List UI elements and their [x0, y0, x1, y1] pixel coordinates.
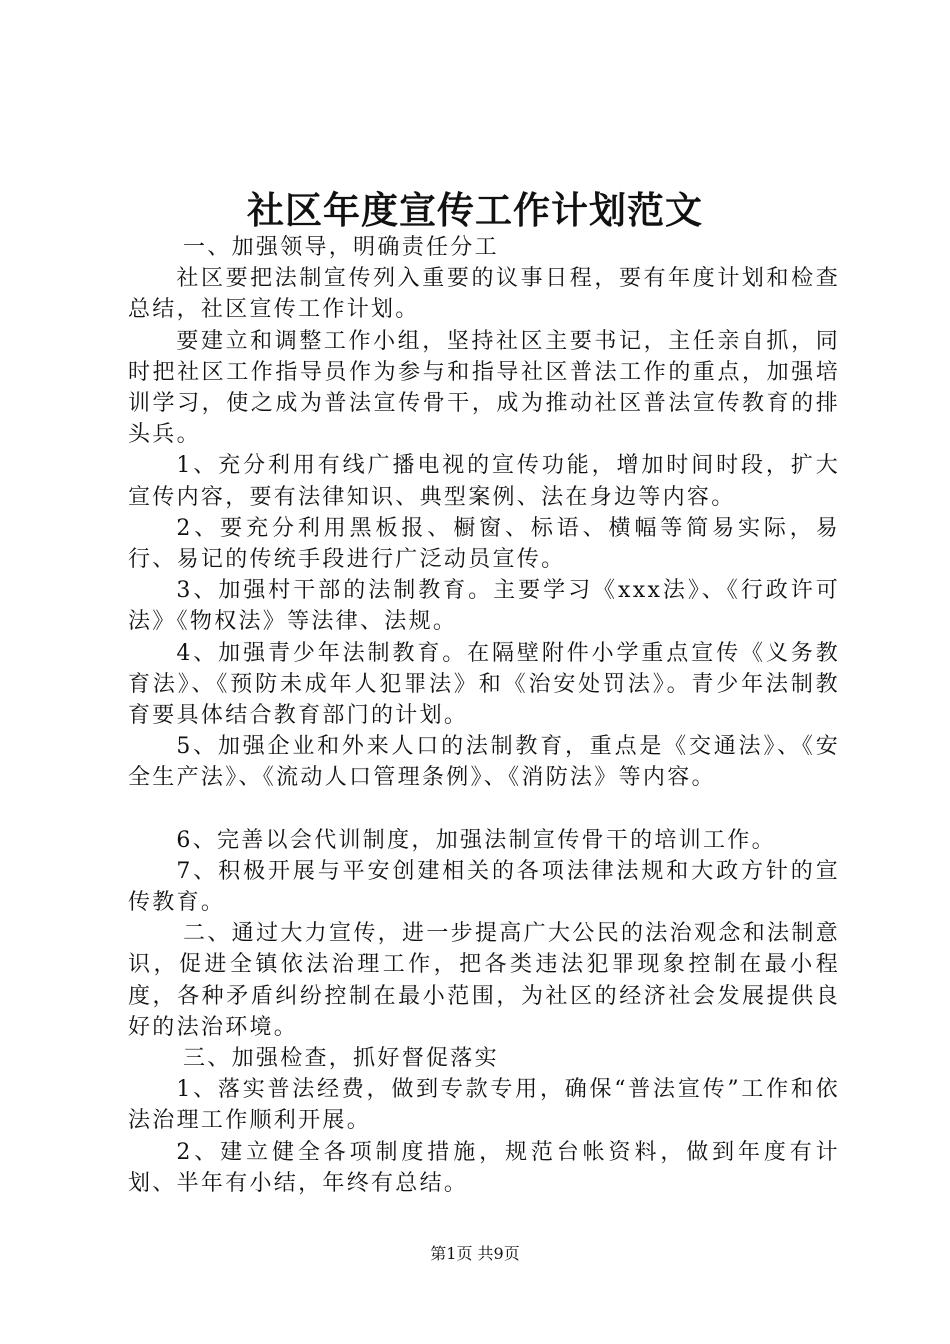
document-body	[128, 232, 840, 1199]
list-item: 6、完善以会代训制度，加强法制宣传骨干的培训工作。	[176, 827, 776, 853]
list-item: 7、积极开展与平安创建相关的各项法律法规和大政方针的宣传教育。	[128, 858, 840, 916]
list-item: 3、加强村干部的法制教育。主要学习《xxx法》、《行政许可法》《物权法》等法律、法规。	[128, 578, 840, 635]
section-heading-2: 二、通过大力宣传，进一步提高广大公民的法治观念和法制意识，促进全镇依法治理工作，把各类违法犯罪现象控制在最小程度，各种矛盾纠纷控制在最小范围，为社区的经济社会发展提供良好的法治环境。	[128, 921, 840, 1040]
page-footer: 第1页 共9页	[430, 1244, 520, 1263]
list-item: 1、落实普法经费，做到专款专用，确保“普法宣传”工作和依法治理工作顺利开展。	[128, 1077, 840, 1134]
list-item: 2、要充分利用黑板报、橱窗、标语、横幅等简易实际，易行、易记的传统手段进行广泛动员宣传。	[128, 515, 840, 573]
paragraph: 要建立和调整工作小组，坚持社区主要书记，主任亲自抓，同时把社区工作指导员作为参与和指导社区普法工作的重点，加强培训学习，使之成为普法宣传骨干，成为推动社区普法宣传教育的排头兵。	[128, 328, 840, 448]
document-title: 社区年度宣传工作计划范文	[247, 188, 703, 232]
section-heading-1: 一、加强领导，明确责任分工	[183, 235, 499, 260]
section-heading-3: 三、加强检查，抓好督促落实	[183, 1046, 499, 1072]
paragraph: 社区要把法制宣传列入重要的议事日程，要有年度计划和检查总结，社区宣传工作计划。	[128, 266, 840, 323]
blank-line	[128, 794, 840, 825]
list-item: 5、加强企业和外来人口的法制教育，重点是《交通法》、《安全生产法》、《流动人口管理条例》、《消防法》等内容。	[128, 734, 840, 791]
list-item: 1、充分利用有线广播电视的宣传功能，增加时间时段，扩大宣传内容，要有法律知识、典型案例、法在身边等内容。	[128, 453, 840, 510]
list-item: 4、加强青少年法制教育。在隔壁附件小学重点宣传《义务教育法》、《预防未成年人犯罪法》和《治安处罚法》。青少年法制教育要具体结合教育部门的计划。	[128, 640, 840, 729]
list-item: 2、建立健全各项制度措施，规范台帐资料，做到年度有计划、半年有小结，年终有总结。	[128, 1139, 840, 1196]
